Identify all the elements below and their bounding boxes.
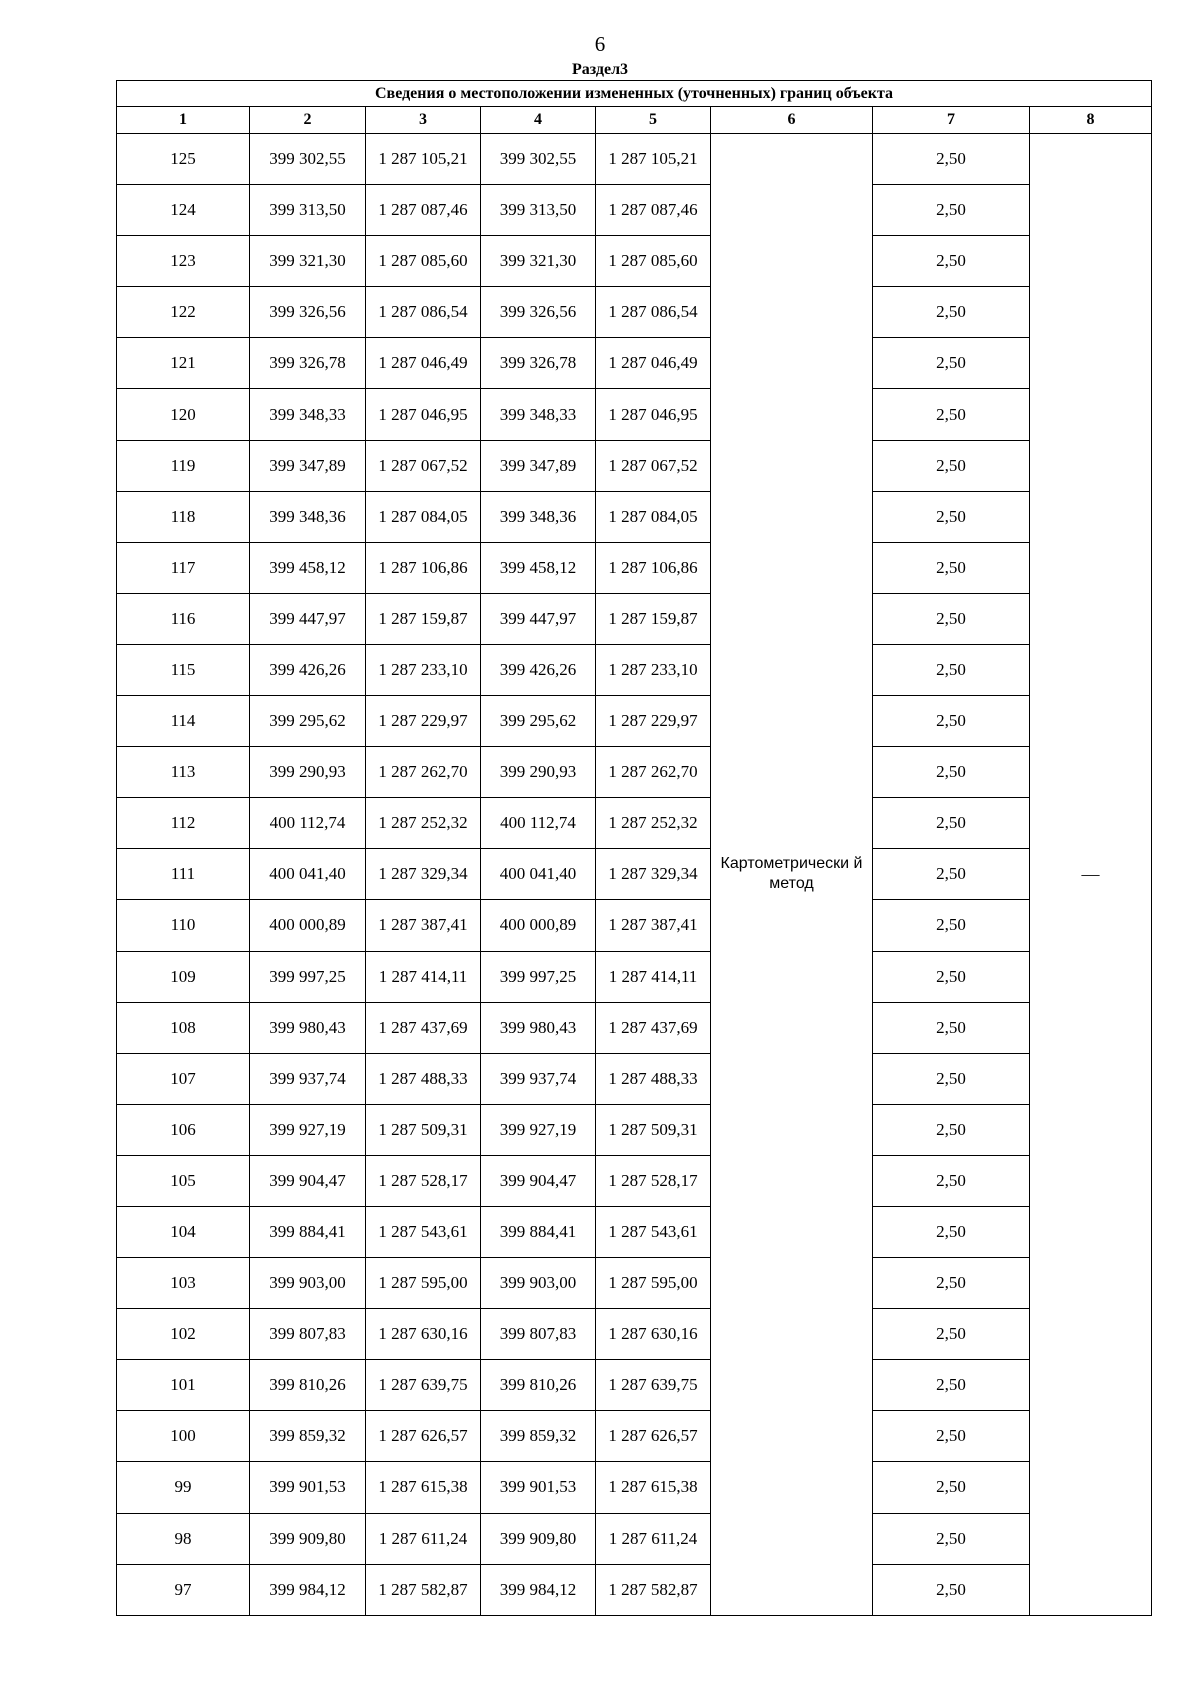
x-new-cell: 399 348,33 bbox=[481, 389, 596, 440]
accuracy-cell: 2,50 bbox=[873, 1155, 1030, 1206]
y-old-cell: 1 287 106,86 bbox=[366, 542, 481, 593]
column-number-1: 1 bbox=[117, 107, 250, 134]
x-new-cell: 399 909,80 bbox=[481, 1513, 596, 1564]
y-new-cell: 1 287 630,16 bbox=[596, 1309, 711, 1360]
table-row bbox=[117, 644, 1152, 695]
y-new-cell: 1 287 509,31 bbox=[596, 1104, 711, 1155]
table-row bbox=[117, 1462, 1152, 1513]
y-old-cell: 1 287 488,33 bbox=[366, 1053, 481, 1104]
accuracy-cell: 2,50 bbox=[873, 185, 1030, 236]
y-old-cell: 1 287 329,34 bbox=[366, 849, 481, 900]
point-number-cell: 122 bbox=[117, 287, 250, 338]
x-old-cell: 399 984,12 bbox=[250, 1564, 366, 1615]
y-new-cell: 1 287 046,95 bbox=[596, 389, 711, 440]
x-old-cell: 399 810,26 bbox=[250, 1360, 366, 1411]
accuracy-cell: 2,50 bbox=[873, 1002, 1030, 1053]
table-row bbox=[117, 440, 1152, 491]
point-number-cell: 117 bbox=[117, 542, 250, 593]
table-row bbox=[117, 542, 1152, 593]
y-new-cell: 1 287 085,60 bbox=[596, 236, 711, 287]
point-number-cell: 114 bbox=[117, 696, 250, 747]
y-old-cell: 1 287 067,52 bbox=[366, 440, 481, 491]
y-old-cell: 1 287 262,70 bbox=[366, 747, 481, 798]
y-new-cell: 1 287 086,54 bbox=[596, 287, 711, 338]
y-old-cell: 1 287 084,05 bbox=[366, 491, 481, 542]
y-new-cell: 1 287 639,75 bbox=[596, 1360, 711, 1411]
table-caption: Сведения о местоположении измененных (уточненных) границ объекта bbox=[117, 81, 1152, 107]
y-new-cell: 1 287 229,97 bbox=[596, 696, 711, 747]
y-old-cell: 1 287 437,69 bbox=[366, 1002, 481, 1053]
column-number-6: 6 bbox=[711, 107, 873, 134]
accuracy-cell: 2,50 bbox=[873, 1564, 1030, 1615]
accuracy-cell: 2,50 bbox=[873, 798, 1030, 849]
y-new-cell: 1 287 611,24 bbox=[596, 1513, 711, 1564]
x-new-cell: 399 997,25 bbox=[481, 951, 596, 1002]
y-new-cell: 1 287 414,11 bbox=[596, 951, 711, 1002]
point-number-cell: 125 bbox=[117, 134, 250, 185]
y-new-cell: 1 287 626,57 bbox=[596, 1411, 711, 1462]
x-old-cell: 399 937,74 bbox=[250, 1053, 366, 1104]
accuracy-cell: 2,50 bbox=[873, 1462, 1030, 1513]
x-new-cell: 399 904,47 bbox=[481, 1155, 596, 1206]
y-new-cell: 1 287 084,05 bbox=[596, 491, 711, 542]
table-row bbox=[117, 1053, 1152, 1104]
point-number-cell: 101 bbox=[117, 1360, 250, 1411]
x-old-cell: 399 859,32 bbox=[250, 1411, 366, 1462]
x-old-cell: 399 980,43 bbox=[250, 1002, 366, 1053]
accuracy-cell: 2,50 bbox=[873, 849, 1030, 900]
column8-cell: — bbox=[1030, 134, 1152, 1616]
table-row bbox=[117, 951, 1152, 1002]
y-new-cell: 1 287 582,87 bbox=[596, 1564, 711, 1615]
x-old-cell: 399 348,36 bbox=[250, 491, 366, 542]
accuracy-cell: 2,50 bbox=[873, 747, 1030, 798]
x-new-cell: 399 458,12 bbox=[481, 542, 596, 593]
x-new-cell: 399 290,93 bbox=[481, 747, 596, 798]
column-number-3: 3 bbox=[366, 107, 481, 134]
x-old-cell: 399 295,62 bbox=[250, 696, 366, 747]
table-row bbox=[117, 1360, 1152, 1411]
accuracy-cell: 2,50 bbox=[873, 1206, 1030, 1257]
section-title: Раздел3 bbox=[571, 61, 629, 78]
y-old-cell: 1 287 087,46 bbox=[366, 185, 481, 236]
accuracy-cell: 2,50 bbox=[873, 287, 1030, 338]
point-number-cell: 107 bbox=[117, 1053, 250, 1104]
table-row bbox=[117, 900, 1152, 951]
point-number-cell: 105 bbox=[117, 1155, 250, 1206]
point-number-cell: 106 bbox=[117, 1104, 250, 1155]
point-number-cell: 109 bbox=[117, 951, 250, 1002]
accuracy-cell: 2,50 bbox=[873, 951, 1030, 1002]
y-new-cell: 1 287 262,70 bbox=[596, 747, 711, 798]
point-number-cell: 108 bbox=[117, 1002, 250, 1053]
point-number-cell: 99 bbox=[117, 1462, 250, 1513]
y-new-cell: 1 287 067,52 bbox=[596, 440, 711, 491]
column-number-2: 2 bbox=[250, 107, 366, 134]
x-old-cell: 400 000,89 bbox=[250, 900, 366, 951]
accuracy-cell: 2,50 bbox=[873, 1513, 1030, 1564]
x-old-cell: 400 112,74 bbox=[250, 798, 366, 849]
point-number-cell: 113 bbox=[117, 747, 250, 798]
y-old-cell: 1 287 626,57 bbox=[366, 1411, 481, 1462]
point-number-cell: 120 bbox=[117, 389, 250, 440]
accuracy-cell: 2,50 bbox=[873, 696, 1030, 747]
y-old-cell: 1 287 639,75 bbox=[366, 1360, 481, 1411]
point-number-cell: 110 bbox=[117, 900, 250, 951]
y-old-cell: 1 287 085,60 bbox=[366, 236, 481, 287]
x-new-cell: 399 884,41 bbox=[481, 1206, 596, 1257]
y-new-cell: 1 287 159,87 bbox=[596, 593, 711, 644]
table-row bbox=[117, 849, 1152, 900]
point-number-cell: 98 bbox=[117, 1513, 250, 1564]
point-number-cell: 121 bbox=[117, 338, 250, 389]
y-old-cell: 1 287 414,11 bbox=[366, 951, 481, 1002]
table-row bbox=[117, 1564, 1152, 1615]
accuracy-cell: 2,50 bbox=[873, 389, 1030, 440]
table-row bbox=[117, 134, 1152, 185]
accuracy-cell: 2,50 bbox=[873, 338, 1030, 389]
x-old-cell: 400 041,40 bbox=[250, 849, 366, 900]
point-number-cell: 112 bbox=[117, 798, 250, 849]
table-row bbox=[117, 593, 1152, 644]
column-number-5: 5 bbox=[596, 107, 711, 134]
x-new-cell: 399 426,26 bbox=[481, 644, 596, 695]
x-new-cell: 399 295,62 bbox=[481, 696, 596, 747]
y-old-cell: 1 287 509,31 bbox=[366, 1104, 481, 1155]
accuracy-cell: 2,50 bbox=[873, 1360, 1030, 1411]
y-old-cell: 1 287 105,21 bbox=[366, 134, 481, 185]
table-row bbox=[117, 798, 1152, 849]
table-row bbox=[117, 1002, 1152, 1053]
table-row bbox=[117, 185, 1152, 236]
y-old-cell: 1 287 630,16 bbox=[366, 1309, 481, 1360]
y-old-cell: 1 287 582,87 bbox=[366, 1564, 481, 1615]
x-new-cell: 399 901,53 bbox=[481, 1462, 596, 1513]
x-new-cell: 400 000,89 bbox=[481, 900, 596, 951]
accuracy-cell: 2,50 bbox=[873, 236, 1030, 287]
y-old-cell: 1 287 046,95 bbox=[366, 389, 481, 440]
y-new-cell: 1 287 488,33 bbox=[596, 1053, 711, 1104]
table-row bbox=[117, 696, 1152, 747]
point-number-cell: 119 bbox=[117, 440, 250, 491]
x-old-cell: 399 997,25 bbox=[250, 951, 366, 1002]
y-old-cell: 1 287 086,54 bbox=[366, 287, 481, 338]
column-number-7: 7 bbox=[873, 107, 1030, 134]
point-number-cell: 102 bbox=[117, 1309, 250, 1360]
boundary-coordinates-table bbox=[116, 80, 1152, 1616]
x-new-cell: 399 348,36 bbox=[481, 491, 596, 542]
x-new-cell: 399 980,43 bbox=[481, 1002, 596, 1053]
x-new-cell: 399 326,56 bbox=[481, 287, 596, 338]
x-old-cell: 399 904,47 bbox=[250, 1155, 366, 1206]
x-new-cell: 400 112,74 bbox=[481, 798, 596, 849]
accuracy-cell: 2,50 bbox=[873, 1258, 1030, 1309]
x-new-cell: 399 937,74 bbox=[481, 1053, 596, 1104]
y-old-cell: 1 287 233,10 bbox=[366, 644, 481, 695]
y-old-cell: 1 287 528,17 bbox=[366, 1155, 481, 1206]
accuracy-cell: 2,50 bbox=[873, 542, 1030, 593]
point-number-cell: 116 bbox=[117, 593, 250, 644]
point-number-cell: 104 bbox=[117, 1206, 250, 1257]
y-old-cell: 1 287 611,24 bbox=[366, 1513, 481, 1564]
accuracy-cell: 2,50 bbox=[873, 491, 1030, 542]
method-cell: Картометрически й метод bbox=[711, 134, 873, 1616]
y-new-cell: 1 287 252,32 bbox=[596, 798, 711, 849]
x-old-cell: 399 326,78 bbox=[250, 338, 366, 389]
x-new-cell: 399 326,78 bbox=[481, 338, 596, 389]
y-new-cell: 1 287 046,49 bbox=[596, 338, 711, 389]
x-old-cell: 399 458,12 bbox=[250, 542, 366, 593]
table-row bbox=[117, 1206, 1152, 1257]
accuracy-cell: 2,50 bbox=[873, 440, 1030, 491]
accuracy-cell: 2,50 bbox=[873, 1053, 1030, 1104]
y-old-cell: 1 287 159,87 bbox=[366, 593, 481, 644]
y-old-cell: 1 287 595,00 bbox=[366, 1258, 481, 1309]
y-new-cell: 1 287 106,86 bbox=[596, 542, 711, 593]
y-old-cell: 1 287 229,97 bbox=[366, 696, 481, 747]
y-old-cell: 1 287 615,38 bbox=[366, 1462, 481, 1513]
y-new-cell: 1 287 615,38 bbox=[596, 1462, 711, 1513]
x-new-cell: 399 927,19 bbox=[481, 1104, 596, 1155]
x-old-cell: 399 447,97 bbox=[250, 593, 366, 644]
table-row bbox=[117, 1155, 1152, 1206]
accuracy-cell: 2,50 bbox=[873, 1104, 1030, 1155]
x-old-cell: 399 927,19 bbox=[250, 1104, 366, 1155]
y-new-cell: 1 287 387,41 bbox=[596, 900, 711, 951]
point-number-cell: 118 bbox=[117, 491, 250, 542]
y-old-cell: 1 287 046,49 bbox=[366, 338, 481, 389]
table-row bbox=[117, 1104, 1152, 1155]
x-old-cell: 399 313,50 bbox=[250, 185, 366, 236]
accuracy-cell: 2,50 bbox=[873, 1309, 1030, 1360]
x-old-cell: 399 903,00 bbox=[250, 1258, 366, 1309]
x-new-cell: 399 903,00 bbox=[481, 1258, 596, 1309]
point-number-cell: 111 bbox=[117, 849, 250, 900]
x-old-cell: 399 909,80 bbox=[250, 1513, 366, 1564]
y-new-cell: 1 287 528,17 bbox=[596, 1155, 711, 1206]
accuracy-cell: 2,50 bbox=[873, 900, 1030, 951]
table-row bbox=[117, 1513, 1152, 1564]
y-old-cell: 1 287 387,41 bbox=[366, 900, 481, 951]
point-number-cell: 123 bbox=[117, 236, 250, 287]
y-new-cell: 1 287 105,21 bbox=[596, 134, 711, 185]
x-old-cell: 399 426,26 bbox=[250, 644, 366, 695]
point-number-cell: 103 bbox=[117, 1258, 250, 1309]
table-row bbox=[117, 491, 1152, 542]
table-row bbox=[117, 389, 1152, 440]
accuracy-cell: 2,50 bbox=[873, 593, 1030, 644]
x-new-cell: 400 041,40 bbox=[481, 849, 596, 900]
x-new-cell: 399 321,30 bbox=[481, 236, 596, 287]
table-row bbox=[117, 338, 1152, 389]
y-new-cell: 1 287 087,46 bbox=[596, 185, 711, 236]
table-caption-row bbox=[117, 81, 1152, 107]
y-old-cell: 1 287 252,32 bbox=[366, 798, 481, 849]
column-numbers-row bbox=[117, 107, 1152, 134]
x-old-cell: 399 807,83 bbox=[250, 1309, 366, 1360]
x-new-cell: 399 447,97 bbox=[481, 593, 596, 644]
x-new-cell: 399 807,83 bbox=[481, 1309, 596, 1360]
table-row bbox=[117, 287, 1152, 338]
column-number-8: 8 bbox=[1030, 107, 1152, 134]
x-old-cell: 399 290,93 bbox=[250, 747, 366, 798]
point-number-cell: 97 bbox=[117, 1564, 250, 1615]
point-number-cell: 124 bbox=[117, 185, 250, 236]
y-new-cell: 1 287 437,69 bbox=[596, 1002, 711, 1053]
y-old-cell: 1 287 543,61 bbox=[366, 1206, 481, 1257]
y-new-cell: 1 287 329,34 bbox=[596, 849, 711, 900]
x-new-cell: 399 313,50 bbox=[481, 185, 596, 236]
column-number-4: 4 bbox=[481, 107, 596, 134]
table-row bbox=[117, 747, 1152, 798]
accuracy-cell: 2,50 bbox=[873, 644, 1030, 695]
y-new-cell: 1 287 233,10 bbox=[596, 644, 711, 695]
table-row bbox=[117, 1309, 1152, 1360]
accuracy-cell: 2,50 bbox=[873, 1411, 1030, 1462]
x-new-cell: 399 984,12 bbox=[481, 1564, 596, 1615]
y-new-cell: 1 287 595,00 bbox=[596, 1258, 711, 1309]
x-old-cell: 399 901,53 bbox=[250, 1462, 366, 1513]
x-old-cell: 399 884,41 bbox=[250, 1206, 366, 1257]
x-new-cell: 399 810,26 bbox=[481, 1360, 596, 1411]
x-new-cell: 399 859,32 bbox=[481, 1411, 596, 1462]
y-new-cell: 1 287 543,61 bbox=[596, 1206, 711, 1257]
x-new-cell: 399 302,55 bbox=[481, 134, 596, 185]
x-old-cell: 399 347,89 bbox=[250, 440, 366, 491]
page-number: 6 bbox=[594, 32, 606, 56]
accuracy-cell: 2,50 bbox=[873, 134, 1030, 185]
table-row bbox=[117, 1411, 1152, 1462]
point-number-cell: 115 bbox=[117, 644, 250, 695]
x-new-cell: 399 347,89 bbox=[481, 440, 596, 491]
table-row bbox=[117, 1258, 1152, 1309]
x-old-cell: 399 348,33 bbox=[250, 389, 366, 440]
x-old-cell: 399 302,55 bbox=[250, 134, 366, 185]
x-old-cell: 399 326,56 bbox=[250, 287, 366, 338]
point-number-cell: 100 bbox=[117, 1411, 250, 1462]
table-row bbox=[117, 236, 1152, 287]
x-old-cell: 399 321,30 bbox=[250, 236, 366, 287]
